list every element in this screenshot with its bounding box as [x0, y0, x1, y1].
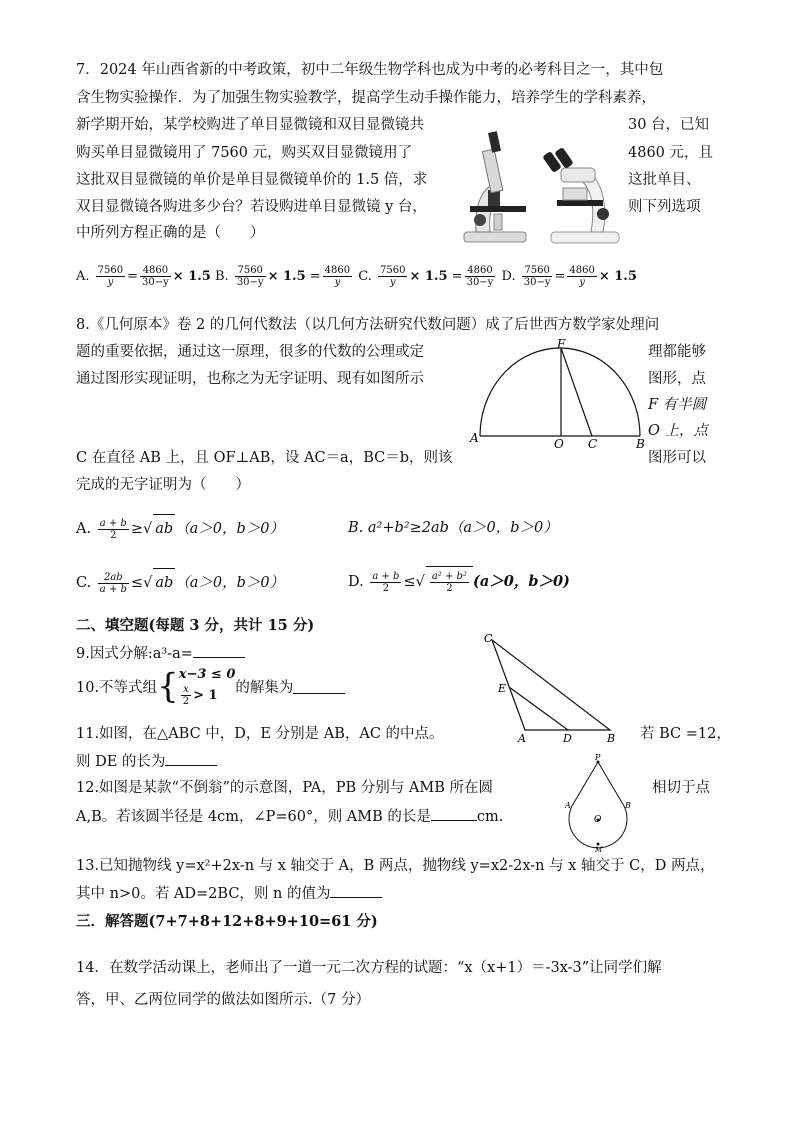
q7-line-1: 7．2024 年山西省新的中考政策，初中二年级生物学科也成为中考的必考科目之一，其中包 [76, 62, 664, 78]
segment-de [509, 687, 568, 730]
label-f: F [557, 337, 566, 351]
q7-line-5a: 这批双目显微镜的单价是单目显微镜单价的 1.5 倍，求 [76, 172, 428, 188]
q7-option-d: D. $\frac{7560}{30-y}$ = $\frac{4860}{y}$ × 1.5 [501, 265, 637, 288]
triangle-figure [480, 630, 620, 746]
q7-line-6a: 双目显微镜各购进多少台？若设购进单目显微镜 y 台， [76, 199, 427, 215]
q10: 10.不等式组{ x−3 ≤ 0 $\frac{x}{2}$ > 1 的解集为 [76, 666, 345, 707]
label-a: A [565, 801, 571, 810]
q7-line-3a: 新学期开始，某学校购进了单目显微镜和双目显微镜共 [76, 117, 424, 133]
q9: 9.因式分解:a³-a= [76, 643, 245, 664]
q8-line-3b: 图形，点 [648, 371, 706, 387]
q7-options [76, 262, 637, 292]
label-a: A [518, 732, 526, 745]
q8-line-1: 8.《几何原本》卷 2 的几何代数法（以几何方法研究代数问题）成了后世西方数学家处理问 [76, 317, 660, 333]
tangent-pb [598, 762, 624, 806]
q8-option-c: C. $\frac{2ab}{a + b}$ ≤√ ab （a＞0，b＞0） [76, 568, 284, 597]
section-2-title: 二、填空题(每题 3 分，共计 15 分) [76, 617, 315, 634]
q7-line-5b: 这批单目、 [628, 172, 701, 188]
q10-answer-blank[interactable] [293, 679, 345, 694]
label-e: E [498, 682, 507, 695]
q8-option-b: B. a²+b²≥2ab（a＞0，b＞0） [348, 520, 558, 536]
q11-line-2: 则 DE 的长为 [76, 751, 217, 772]
label-o: O [554, 437, 564, 451]
q12-line-1b: 相切于点 [652, 780, 710, 796]
tangent-pa [572, 762, 598, 806]
q8-line-2a: 题的重要依据，通过这一原理，很多的代数的公理或定 [76, 344, 424, 360]
label-c: C [588, 437, 598, 451]
q7-option-a: A. $\frac{7560}{y}$ = $\frac{4860}{30-y}$ × 1.5 [76, 265, 211, 288]
binocular-microscope-icon [543, 148, 629, 246]
monocular-microscope-icon [460, 128, 536, 246]
q13-answer-blank[interactable] [330, 883, 382, 898]
q7-option-c: C. $\frac{7560}{y}$ × 1.5 = $\frac{4860}{30-y}$ [358, 265, 494, 288]
q7-line-3b: 30 台，已知 [628, 117, 710, 133]
label-c: C [484, 632, 493, 645]
q14-line-2: 答，甲、乙两位同学的做法如图所示.（7 分） [76, 992, 370, 1008]
label-b: B [625, 801, 631, 810]
tumbler-figure [560, 752, 636, 852]
q7-line-4a: 购买单目显微镜用了 7560 元，购买双目显微镜用了 [76, 145, 413, 161]
q8-line-2b: 理都能够 [648, 344, 706, 360]
section-3-title: 三．解答题(7+7+8+12+8+9+10=61 分) [76, 913, 378, 930]
q12-line-2: A,B。若该圆半径是 4cm，∠P=60°，则 AMB 的长是 cm. [76, 806, 503, 827]
q8-line-4b: F 有半圆 [648, 397, 707, 413]
q8-line-5b: O 上，点 [648, 423, 708, 439]
segment-fc [561, 348, 592, 436]
q11-answer-blank[interactable] [165, 751, 217, 766]
label-m: M [595, 846, 603, 852]
q7-line-4b: 4860 元，且 [628, 145, 714, 161]
triangle-abc [492, 640, 610, 730]
semicircle-figure [468, 336, 650, 452]
q13-line-2: 其中 n>0。若 AD=2BC，则 n 的值为 [76, 883, 382, 904]
q13-line-1: 13.已知抛物线 y=x²+2x-n 与 x 轴交于 A，B 两点，抛物线 y=x2-2x-n 与 x 轴交于 C，D 两点， [76, 858, 715, 874]
q12-line-1a: 12.如图是某款“不倒翁”的示意图，PA，PB 分别与 AMB 所在圆 [76, 780, 493, 796]
q11-line-1b: 若 BC =12， [640, 726, 731, 742]
semicircle-arc [480, 348, 640, 436]
label-b: B [636, 437, 645, 451]
q8-option-d: D. $\frac{a + b}{2}$ ≤√ $\frac{\text{a² + b²}}{2}$ (a＞0，b＞0) [348, 566, 570, 597]
q11-line-1a: 11.如图，在△ABC 中，D，E 分别是 AB，AC 的中点。 [76, 726, 444, 742]
q8-option-a: A. $\frac{a + b}{2}$ ≥√ ab （a＞0，b＞0） [76, 514, 284, 543]
q12-answer-blank[interactable] [431, 806, 477, 821]
arc-amb [569, 806, 627, 848]
label-b: B [607, 732, 616, 745]
q8-line-6b: 图形可以 [648, 450, 706, 466]
q14-line-1: 14．在数学活动课上，老师出了一道一元二次方程的试题：“x（x+1）＝-3x-3”让同学们解 [76, 960, 662, 976]
q7-line-2: 含生物实验操作．为了加强生物实验教学，提高学生动手操作能力，培养学生的学科素养， [76, 90, 656, 106]
label-p: P [595, 753, 601, 762]
q7-option-b: B. $\frac{7560}{30-y}$ × 1.5 = $\frac{4860}{y}$ [214, 265, 351, 288]
q7-line-6b: 则下列选项 [628, 199, 701, 215]
label-d: D [563, 732, 572, 745]
q9-answer-blank[interactable] [193, 643, 245, 658]
label-a: A [470, 431, 479, 445]
q8-line-7: 完成的无字证明为（ ） [76, 477, 250, 493]
label-o: O [594, 815, 602, 825]
q8-line-3a: 通过图形实现证明，也称之为无字证明、现有如图所示 [76, 371, 424, 387]
q7-line-7: 中所列方程正确的是（ ） [76, 225, 265, 241]
q8-line-6a: C 在直径 AB 上，且 OF⊥AB，设 AC＝a，BC＝b，则该 [76, 450, 453, 466]
